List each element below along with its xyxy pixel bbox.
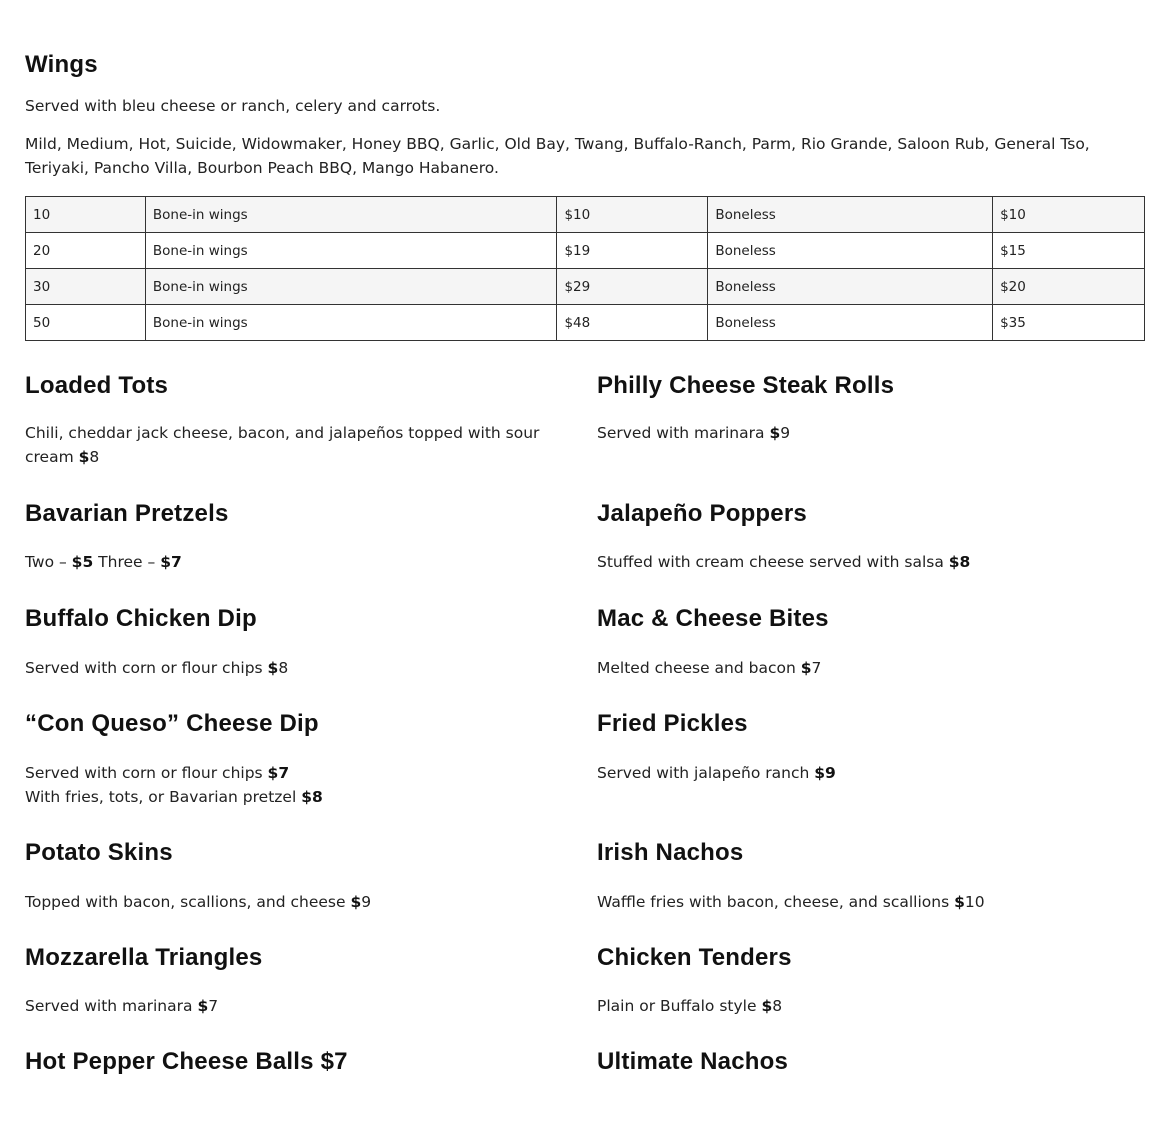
menu-item-chicken-tenders [597,943,1157,1015]
boneless-label: Boneless [708,197,993,233]
menu-item-queso [25,709,585,806]
menu-item-fried-pickles [597,709,1157,782]
menu-item-philly-rolls [597,371,1157,442]
wings-description: Served with bleu cheese or ranch, celery and carrots. [25,97,441,115]
wing-count: 50 [26,305,146,341]
menu-items-grid [25,341,1145,1101]
item-description [597,421,790,445]
description-text: Served with marinara [25,997,198,1015]
dollar-sign: $ [197,997,209,1015]
item-description [25,656,288,680]
menu-item-mozzarella [25,943,585,1015]
item-title: Ultimate Nachos [597,1048,789,1075]
menu-item-pepper-cheese-balls [25,1047,585,1077]
item-title: Mozzarella Triangles [25,944,263,971]
bone-in-price: $10 [557,197,708,233]
wings-heading: Wings [25,51,98,78]
dollar-sign: $ [761,997,773,1015]
menu-item-potato-skins [25,838,585,911]
description-text: Stuffed with cream cheese served with salsa [597,553,949,571]
menu-item-buffalo-dip [25,604,585,677]
bone-in-label: Bone-in wings [145,233,557,269]
table-row [26,197,1145,233]
menu-item-poppers [597,499,1157,571]
item-description [597,890,985,914]
item-description [25,761,323,809]
item-description [25,994,218,1018]
bone-in-price: $48 [557,305,708,341]
bone-in-label: Bone-in wings [145,305,557,341]
item-title: Potato Skins [25,839,173,866]
dollar-sign: $ [78,448,90,466]
item-price-2: $8 [301,788,323,806]
bone-in-price: $19 [557,233,708,269]
item-price-1: $7 [267,764,290,782]
boneless-label: Boneless [708,269,993,305]
boneless-price: $10 [993,197,1145,233]
table-row [26,269,1145,305]
boneless-price: $15 [993,233,1145,269]
bone-in-label: Bone-in wings [145,197,557,233]
description-text: Melted cheese and bacon [597,659,801,677]
dollar-sign: $ [954,893,965,911]
boneless-price: $20 [993,269,1145,305]
item-price: $8 [948,553,971,571]
item-title: Chicken Tenders [597,944,792,971]
wing-count: 10 [26,197,146,233]
item-description [597,656,821,680]
wings-price-table [25,196,1145,341]
three-price: $7 [160,553,182,571]
item-description [597,994,782,1018]
menu-item-loaded-tots [25,371,585,466]
item-description [597,761,836,785]
menu-item-ultimate-nachos [597,1047,1157,1077]
bone-in-label: Bone-in wings [145,269,557,305]
item-title: Hot Pepper Cheese Balls $7 [25,1048,348,1075]
description-text: Topped with bacon, scallions, and cheese [25,893,351,911]
table-row [26,305,1145,341]
item-price: 7 [208,997,219,1015]
boneless-label: Boneless [708,233,993,269]
menu-item-mac-bites [597,604,1157,677]
item-title: Fried Pickles [597,710,748,737]
item-title: Bavarian Pretzels [25,500,229,527]
item-price: 8 [89,448,100,466]
menu-item-pretzels [25,499,585,571]
item-price: 7 [811,659,822,677]
dollar-sign: $ [267,659,279,677]
item-title: Loaded Tots [25,372,169,399]
item-price: 8 [772,997,783,1015]
item-title: Buffalo Chicken Dip [25,605,257,632]
dollar-sign: $ [800,659,812,677]
description-text: Chili, cheddar jack cheese, bacon, and jalapeños topped with sour cream [25,424,540,466]
item-description [25,890,371,914]
table-row [26,233,1145,269]
item-title: Mac & Cheese Bites [597,605,829,632]
item-title: “Con Queso” Cheese Dip [25,710,319,737]
description-text: Served with jalapeño ranch [597,764,815,782]
item-price: 9 [361,893,372,911]
dollar-sign: $ [350,893,362,911]
item-title: Irish Nachos [597,839,744,866]
item-price: 9 [780,424,791,442]
item-description [25,550,182,574]
wings-flavors: Mild, Medium, Hot, Suicide, Widowmaker, Honey BBQ, Garlic, Old Bay, Twang, Buffalo-Ranch, Parm, Rio Grande, Saloon Rub, General Tso, Teriyaki, Pancho Villa, Bourbon Peach BBQ, Mango Habanero. [25,135,1090,177]
boneless-price: $35 [993,305,1145,341]
menu-item-irish-nachos [597,838,1157,911]
wing-count: 30 [26,269,146,305]
description-line-2: With fries, tots, or Bavarian pretzel [25,788,302,806]
item-price: 10 [964,893,985,911]
description-text: Waffle fries with bacon, cheese, and scallions [597,893,955,911]
description-text: Plain or Buffalo style [597,997,762,1015]
description-text: Served with marinara [597,424,770,442]
item-description [25,421,580,469]
item-description [597,550,970,574]
item-price: 8 [278,659,289,677]
wing-count: 20 [26,233,146,269]
two-label: Two – [25,553,72,571]
item-title: Jalapeño Poppers [597,500,807,527]
boneless-label: Boneless [708,305,993,341]
description-text: Served with corn or flour chips [25,659,268,677]
dollar-sign: $ [769,424,781,442]
two-price: $5 [71,553,94,571]
item-price: $9 [814,764,836,782]
description-line-1: Served with corn or flour chips [25,764,268,782]
bone-in-price: $29 [557,269,708,305]
three-label: Three – [93,553,161,571]
item-title: Philly Cheese Steak Rolls [597,372,895,399]
